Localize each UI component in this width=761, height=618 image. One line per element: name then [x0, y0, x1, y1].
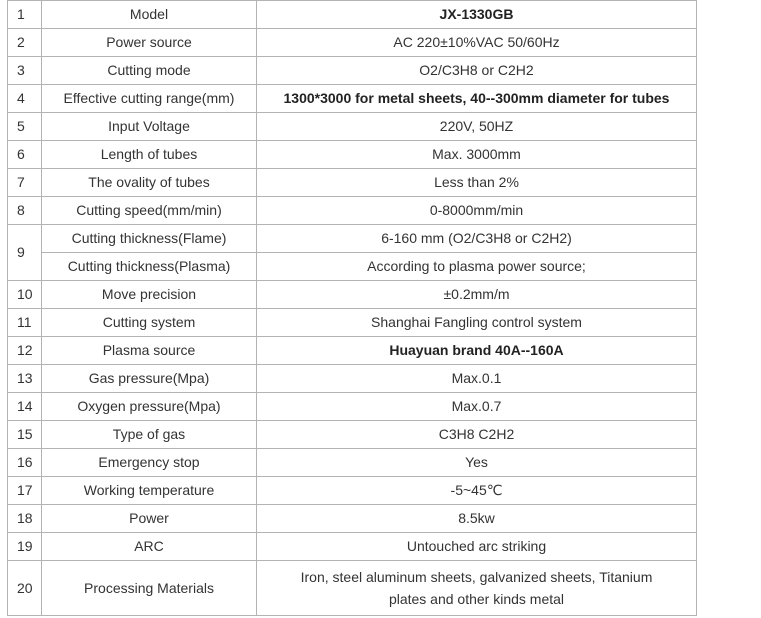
row-number: 8 [8, 197, 42, 225]
table-row [8, 365, 697, 393]
table-row [8, 29, 697, 57]
spec-value-line: plates and other kinds metal [388, 591, 565, 607]
table-row [8, 393, 697, 421]
table-row [8, 169, 697, 197]
table-row [8, 225, 697, 253]
spec-value: JX-1330GB [257, 1, 697, 29]
table-row [8, 561, 697, 616]
spec-value: 6-160 mm (O2/C3H8 or C2H2) [257, 225, 697, 253]
spec-label: ARC [42, 533, 257, 561]
table-row [8, 281, 697, 309]
table-row [8, 449, 697, 477]
spec-value: ±0.2mm/m [257, 281, 697, 309]
spec-label: Type of gas [42, 421, 257, 449]
table-row [8, 337, 697, 365]
spec-value: Shanghai Fangling control system [257, 309, 697, 337]
spec-label: Length of tubes [42, 141, 257, 169]
row-number: 1 [8, 1, 42, 29]
row-number: 17 [8, 477, 42, 505]
spec-label: Move precision [42, 281, 257, 309]
spec-value: O2/C3H8 or C2H2 [257, 57, 697, 85]
table-row [8, 57, 697, 85]
table-row [8, 197, 697, 225]
spec-label: Oxygen pressure(Mpa) [42, 393, 257, 421]
row-number: 15 [8, 421, 42, 449]
spec-value: 220V, 50HZ [257, 113, 697, 141]
spec-label: Power [42, 505, 257, 533]
spec-label: Effective cutting range(mm) [42, 85, 257, 113]
row-number: 10 [8, 281, 42, 309]
spec-label: Input Voltage [42, 113, 257, 141]
row-number: 4 [8, 85, 42, 113]
row-number: 2 [8, 29, 42, 57]
table-row [8, 141, 697, 169]
spec-value: 1300*3000 for metal sheets, 40--300mm diameter for tubes [257, 85, 697, 113]
spec-value: Max. 3000mm [257, 141, 697, 169]
spec-value: 8.5kw [257, 505, 697, 533]
table-row [8, 253, 697, 281]
spec-value: C3H8 C2H2 [257, 421, 697, 449]
spec-label: Cutting system [42, 309, 257, 337]
row-number: 6 [8, 141, 42, 169]
spec-value: AC 220±10%VAC 50/60Hz [257, 29, 697, 57]
spec-label: Cutting thickness(Flame) [42, 225, 257, 253]
table-row [8, 85, 697, 113]
spec-value [257, 561, 697, 616]
table-row [8, 477, 697, 505]
spec-value: Yes [257, 449, 697, 477]
spec-label: Gas pressure(Mpa) [42, 365, 257, 393]
spec-table [7, 0, 697, 616]
spec-value: Max.0.7 [257, 393, 697, 421]
row-number: 20 [8, 561, 42, 616]
row-number: 3 [8, 57, 42, 85]
spec-value: Huayuan brand 40A--160A [257, 337, 697, 365]
spec-value: Max.0.1 [257, 365, 697, 393]
row-number: 13 [8, 365, 42, 393]
table-row [8, 113, 697, 141]
spec-label: Plasma source [42, 337, 257, 365]
row-number: 14 [8, 393, 42, 421]
spec-value: According to plasma power source; [257, 253, 697, 281]
spec-label: Working temperature [42, 477, 257, 505]
row-number: 5 [8, 113, 42, 141]
spec-label: Cutting mode [42, 57, 257, 85]
spec-label: Processing Materials [42, 561, 257, 616]
table-row [8, 421, 697, 449]
table-row [8, 1, 697, 29]
table-row [8, 505, 697, 533]
spec-value: Untouched arc striking [257, 533, 697, 561]
row-number: 11 [8, 309, 42, 337]
row-number: 16 [8, 449, 42, 477]
row-number: 7 [8, 169, 42, 197]
spec-label: Model [42, 1, 257, 29]
spec-value: 0-8000mm/min [257, 197, 697, 225]
row-number: 12 [8, 337, 42, 365]
table-row [8, 533, 697, 561]
spec-label: Emergency stop [42, 449, 257, 477]
spec-label: Cutting speed(mm/min) [42, 197, 257, 225]
row-number: 9 [8, 225, 42, 281]
spec-value: -5~45℃ [257, 477, 697, 505]
table-row [8, 309, 697, 337]
row-number: 19 [8, 533, 42, 561]
spec-label: Power source [42, 29, 257, 57]
spec-value-line: Iron, steel aluminum sheets, galvanized sheets, Titanium [300, 569, 653, 585]
row-number: 18 [8, 505, 42, 533]
spec-value: Less than 2% [257, 169, 697, 197]
spec-label: The ovality of tubes [42, 169, 257, 197]
spec-label: Cutting thickness(Plasma) [42, 253, 257, 281]
